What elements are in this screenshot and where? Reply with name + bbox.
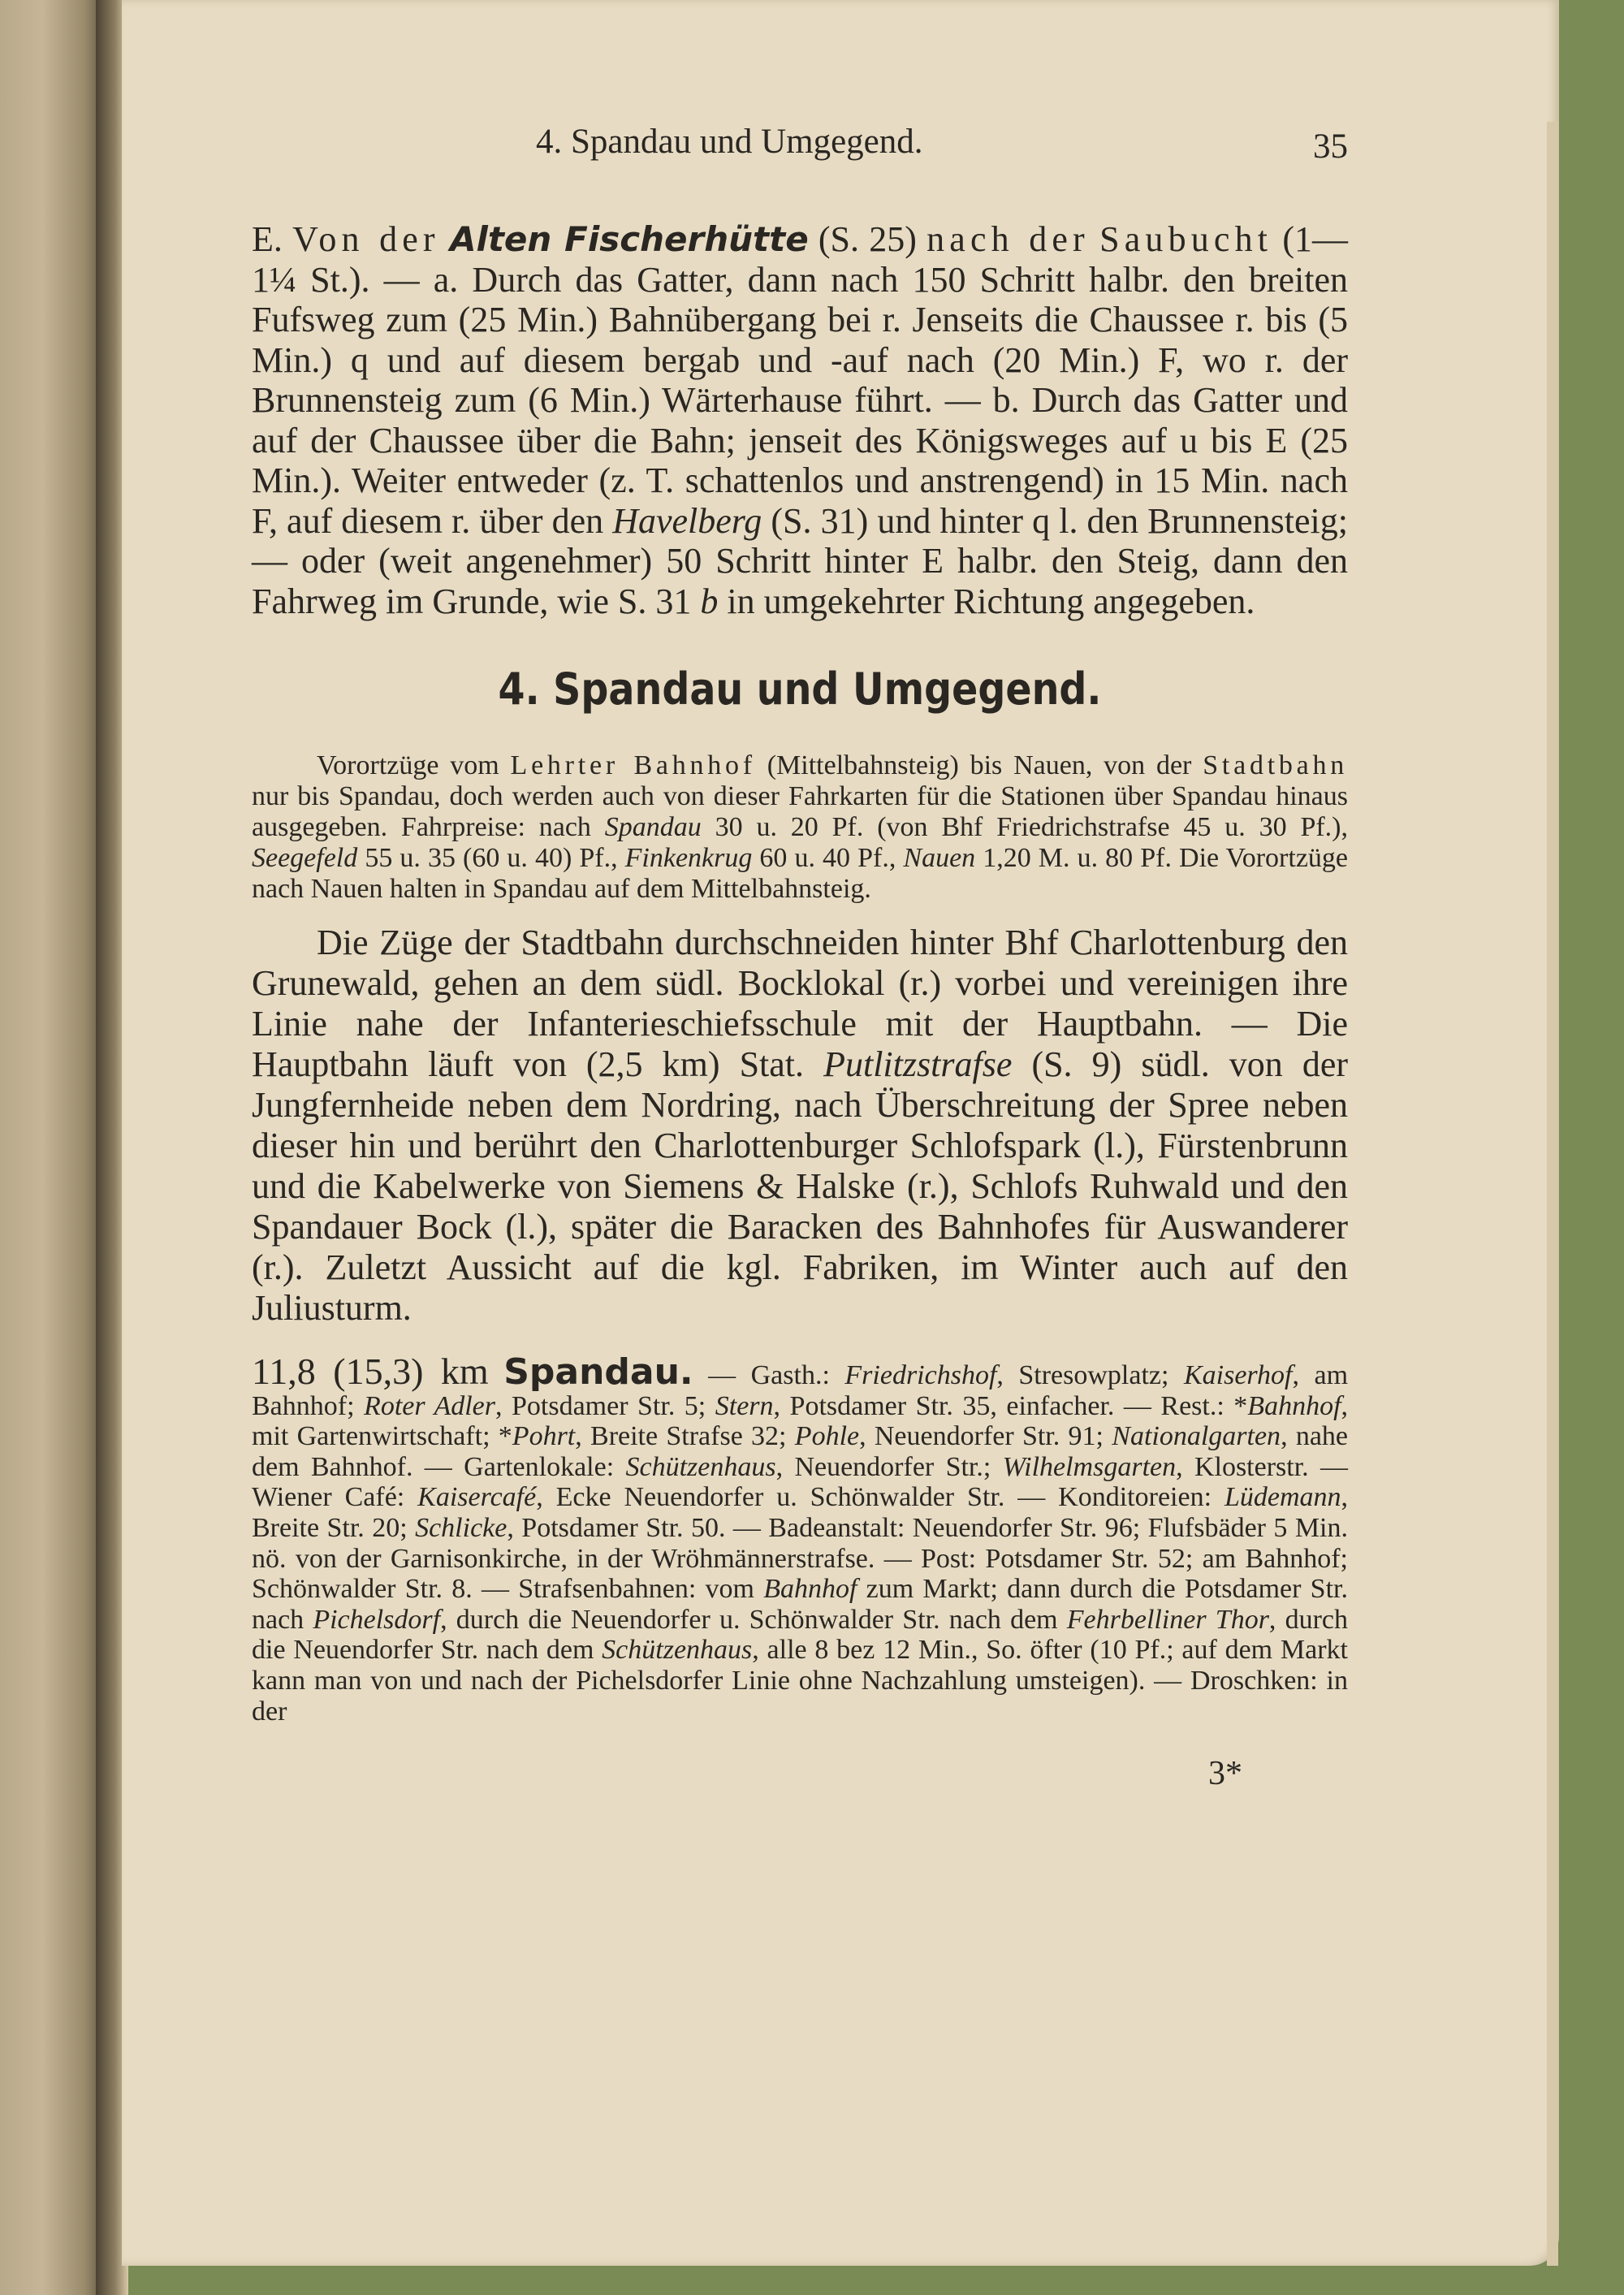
text-span: , Breite Strafse 32;: [575, 1421, 787, 1452]
text-span: Vorortzüge vom: [317, 750, 499, 780]
text-span: (S. 9) südl. von der Jungfernheide neben dem Nordring, nach Überschreitung der Spree neben dieser hin und berührt den Charlottenburger Schlofspark (l.), Fürstenbrunn und die Kabelwerke von Siemens & Halske (r.), Schlofs Ruhwald und den Spandauer Bock (l.), später die Baracken des Bahnhofes für Auswanderer (r.). Zuletzt Aussicht auf die kgl. Fabriken, im Winter auch auf den Juliusturm.: [252, 1044, 1349, 1328]
running-head: [252, 122, 1348, 171]
route-paragraph: [252, 923, 1348, 1329]
text-span: , Potsdamer Str. 50. — Badeanstalt: Neuendorfer Str. 96; Flufsbäder 5 Min. nö. von der Garnisonkirche, in der Wröhmännerstrafse. — Post: Potsdamer Str. 52; am Bahnhof; Schönwalder Str. 8. — Strafsenbahnen: vom: [252, 1512, 1349, 1605]
section-heading: 4. Spandau und Umgegend.: [498, 663, 1102, 715]
text-span: , durch die Neuendorfer Str. nach dem: [252, 1604, 1348, 1666]
confectionery-name: Lüdemann: [1224, 1482, 1341, 1513]
running-head-title: 4. Spandau und Umgegend.: [536, 123, 923, 161]
destination-name: Saubucht: [1099, 219, 1273, 259]
text-span: nur bis Spandau, doch werden auch von dieser Fahrkarten für die Stationen über Spandau hinaus ausgegeben. Fahrpreise: nach: [252, 781, 1348, 842]
place-name: Schützenhaus: [602, 1635, 753, 1666]
text-span: (1—1¼ St.). — a. Durch das Gatter, dann nach 150 Schritt halbr. den breiten Fufsweg zum (25 Min.) Bahnübergang bei r. Jenseits die Chaussee r. bis (5 Min.) q und auf diesem bergab und -auf nach (20 Min.) F, wo r. der Brunnensteig zum (6 Min.) Wärterhause führt. — b. Durch das Gatter und auf der Chaussee über die Bahn; jenseit des Königsweges auf u bis E (25 Min.). Weiter entweder (z. T. schattenlos und anstrengend) in 15 Min. nach F, auf diesem r. über den: [252, 219, 1349, 541]
distance: 11,8 (15,3) km: [252, 1351, 489, 1392]
text-span: 60 u. 40 Pf.,: [759, 843, 896, 873]
left-page-edge: [0, 0, 106, 2295]
place-name: Havelberg: [612, 500, 762, 541]
text-span: (S. 31) und hinter q l. den Brunnensteig; — oder (weit angenehmer) 50 Schritt hinter E halbr. den Steig, dann den Fahrweg im Grunde, wie S. 31: [252, 500, 1349, 621]
text-span: , Neuendorfer Str. 91;: [859, 1421, 1104, 1452]
text-span: in umgekehrter Richtung angegeben.: [727, 581, 1255, 621]
text-span: — Gasth.:: [708, 1360, 830, 1390]
place-name: Fehrbelliner Thor: [1066, 1604, 1269, 1635]
text-span: zum Markt; dann durch die Potsdamer Str. nach: [252, 1574, 1348, 1635]
text-span: Von der: [292, 219, 440, 259]
hotel-name: Friedrichshof: [844, 1360, 997, 1390]
restaurant-name: Pohle: [794, 1421, 860, 1452]
confectionery-name: Schlicke: [415, 1512, 508, 1543]
text-span: , Stresowplatz;: [996, 1360, 1169, 1390]
page-fore-edge: [1547, 122, 1558, 2266]
entry-title: [503, 1351, 693, 1392]
text-span: , Klosterstr. — Wiener Café:: [252, 1451, 1349, 1513]
transport-paragraph: [252, 750, 1348, 905]
hotel-name: Kaiserhof: [1183, 1360, 1293, 1390]
text-span: , Ecke Neuendorfer u. Schönwalder Str. — Konditoreien:: [536, 1482, 1212, 1513]
text-span: , alle 8 bez 12 Min., So. öfter (10 Pf.; auf dem Markt kann man von und nach der Pichelsdorfer Linie ohne Nachzahlung umsteigen). — Droschken: in der: [252, 1635, 1348, 1727]
spandau-entry: [252, 1351, 1349, 1727]
section-e-paragraph: [252, 219, 1348, 621]
place-name: Pichelsdorf: [313, 1604, 441, 1635]
text-span: , Breite Str. 20;: [252, 1482, 1348, 1543]
place-name: Finkenkrug: [624, 843, 753, 873]
place-name: Spandau: [604, 812, 702, 842]
station-name: Lehrter Bahnhof: [510, 750, 756, 780]
hotel-name: Roter Adler: [364, 1390, 495, 1421]
text-span: 55 u. 35 (60 u. 40) Pf.,: [365, 843, 618, 873]
page-number: 35: [1313, 128, 1348, 166]
text-span: (Mittelbahnsteig) bis Nauen, von der: [767, 750, 1192, 780]
text-span: 1,20 M. u. 80 Pf. Die Vorortzüge nach Nauen halten in Spandau auf dem Mittelbahnsteig.: [252, 843, 1348, 904]
cafe-name: Kaisercafé: [417, 1482, 537, 1513]
hotel-name: Stern: [715, 1390, 774, 1421]
text-span: , Potsdamer Str. 5;: [495, 1390, 706, 1421]
text-span: nach der: [926, 219, 1090, 259]
restaurant-name: Pohrt: [512, 1421, 576, 1452]
text-span: b: [700, 581, 719, 621]
signature-mark: 3*: [1208, 1755, 1242, 1793]
restaurant-name: Nationalgarten: [1112, 1421, 1281, 1452]
text-span: (S. 25): [818, 219, 917, 259]
text-span: , durch die Neuendorfer u. Schönwalder Str. nach dem: [440, 1604, 1058, 1635]
page-content: [252, 122, 1348, 1803]
text-span: , Potsdamer Str. 35, einfacher. — Rest.: *: [773, 1390, 1248, 1421]
entry-name: Spandau.: [503, 1351, 693, 1393]
garden-name: Schützenhaus: [625, 1451, 776, 1482]
text-span: , am Bahnhof;: [252, 1360, 1349, 1421]
section-label: E.: [252, 219, 283, 259]
place-name: Alten Fischerhütte: [449, 219, 809, 259]
text-span: Stadtbahn: [1203, 750, 1349, 780]
place-name: Putlitzstrafse: [823, 1044, 1013, 1084]
garden-name: Wilhelmsgarten: [1002, 1451, 1177, 1482]
place-name: Seegefeld: [252, 843, 358, 873]
restaurant-name: Bahnhof: [1247, 1390, 1341, 1421]
place-name: Bahnhof: [763, 1574, 857, 1605]
text-span: , nahe dem Bahnhof. — Gartenlokale:: [252, 1421, 1349, 1482]
text-span: , mit Gartenwirtschaft; *: [252, 1390, 1349, 1452]
signature-mark-row: [252, 1754, 1348, 1803]
place-name: Nauen: [903, 843, 976, 873]
text-span: , Neuendorfer Str.;: [775, 1451, 991, 1482]
text-span: Die Züge der Stadtbahn durchschneiden hinter Bhf Charlottenburg den Grunewald, gehen an dem südl. Bocklokal (r.) vorbei und vereinigen ihre Linie nahe der Infanterieschiefsschule mit der Hauptbahn. — Die Hauptbahn läuft von (2,5 km) Stat.: [252, 923, 1348, 1084]
text-span: 30 u. 20 Pf. (von Bhf Friedrichstrafse 45 u. 30 Pf.),: [715, 812, 1348, 842]
